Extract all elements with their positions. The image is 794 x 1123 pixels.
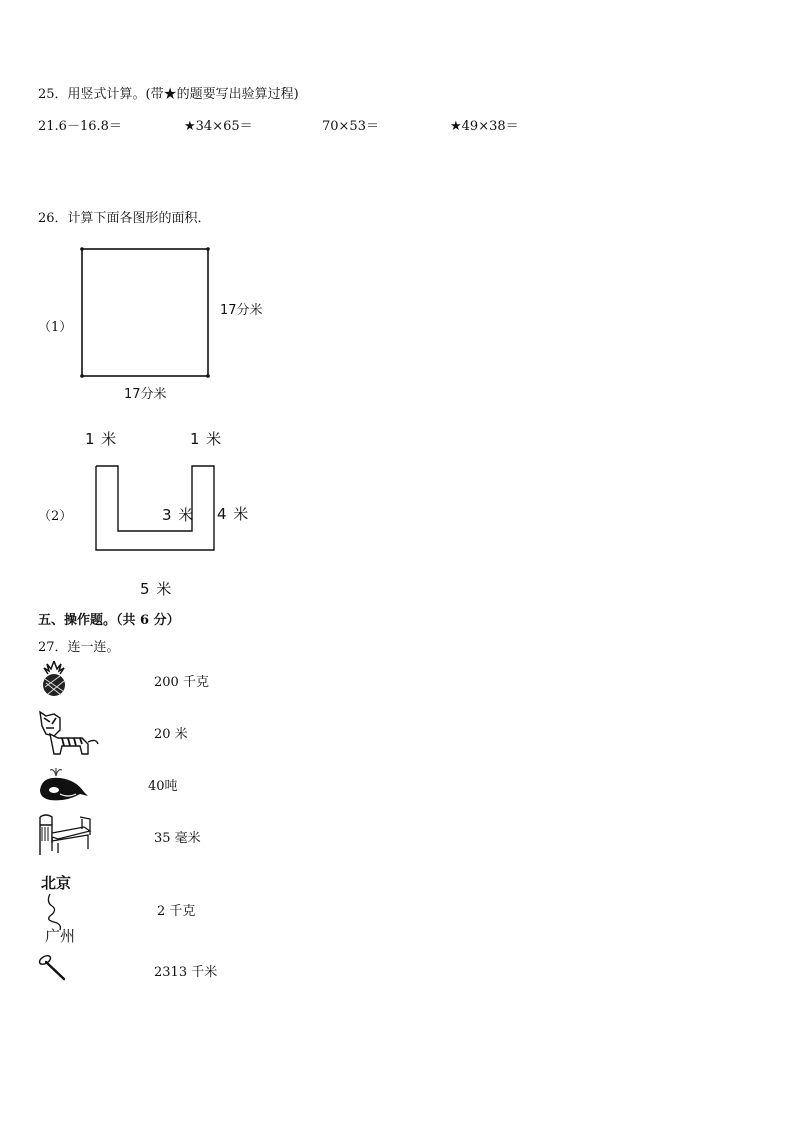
expression-3: 70×53＝ <box>322 119 379 134</box>
question-27-title: 27．连一连。 <box>38 640 120 655</box>
tiger-icon <box>36 708 102 756</box>
u-shape-bottom-width: 5 米 <box>140 580 173 598</box>
square-figure <box>80 247 212 379</box>
bed-icon <box>36 811 94 857</box>
u-shape-inner-depth: 3 米 <box>162 506 195 524</box>
u-shape-figure <box>94 464 218 554</box>
expression-1: 21.6－16.8＝ <box>38 119 122 134</box>
option-6-value: 2313 千米 <box>154 965 218 980</box>
option-5-value: 2 千克 <box>157 904 196 919</box>
figure-2-label: （2） <box>38 509 73 524</box>
option-1-value: 200 千克 <box>154 675 209 690</box>
section-5-title: 五、操作题。（共 6 分） <box>38 613 180 628</box>
question-26-title: 26．计算下面各图形的面积． <box>38 211 211 226</box>
square-side-bottom: 17分米 <box>124 387 167 402</box>
option-2-value: 20 米 <box>154 727 188 742</box>
question-25-title: 25．用竖式计算。(带★的题要写出验算过程) <box>38 87 299 102</box>
pineapple-icon <box>36 659 72 697</box>
whale-icon <box>36 764 90 804</box>
map-top-city: 北京 <box>41 874 72 892</box>
map-bottom-city: 广州 <box>45 927 76 945</box>
expression-2: ★34×65＝ <box>184 119 253 134</box>
square-side-right: 17分米 <box>220 303 263 318</box>
u-shape-outer-height: 4 米 <box>217 505 250 523</box>
nail-icon <box>38 953 68 983</box>
u-shape-top-right-width: 1 米 <box>190 430 223 448</box>
u-shape-top-left-width: 1 米 <box>85 430 118 448</box>
option-4-value: 35 毫米 <box>154 831 201 846</box>
figure-1-label: （1） <box>38 320 73 335</box>
expression-4: ★49×38＝ <box>450 119 519 134</box>
option-3-value: 40吨 <box>148 779 178 794</box>
map-route-icon <box>38 872 88 944</box>
